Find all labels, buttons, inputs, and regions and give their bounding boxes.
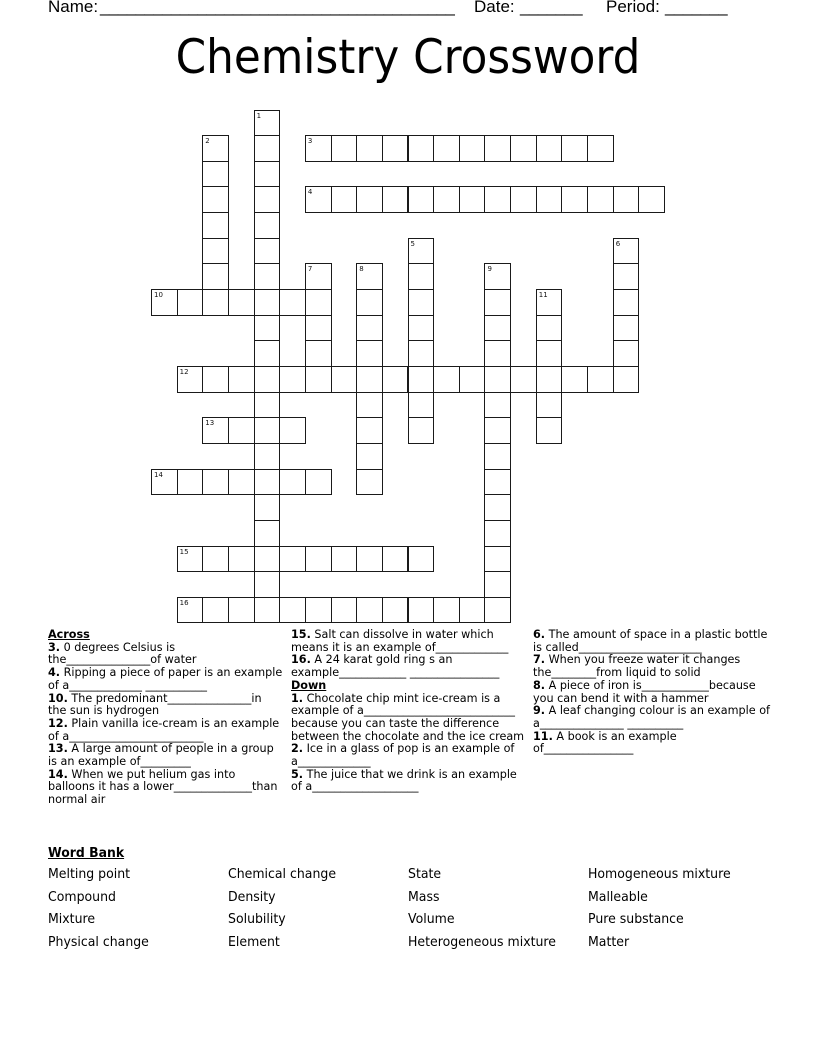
clue-number: 2 — [205, 137, 210, 146]
crossword-cell[interactable] — [433, 186, 460, 213]
clue-number: 1 — [256, 111, 262, 120]
word-bank-item: Malleable — [588, 888, 648, 905]
clue-down-9: 9. A leaf changing colour is an example of a_______________ __________ — [533, 704, 770, 730]
crossword-cell[interactable] — [613, 263, 640, 290]
crossword-cell[interactable] — [484, 494, 511, 521]
crossword-cell[interactable] — [356, 417, 383, 444]
crossword-cell[interactable] — [254, 238, 281, 265]
crossword-cell[interactable] — [536, 289, 563, 316]
crossword-cell[interactable] — [382, 366, 409, 393]
crossword-cell[interactable] — [228, 366, 255, 393]
clue-number: 16 — [179, 598, 189, 607]
crossword-cell[interactable] — [613, 238, 640, 265]
crossword-cell[interactable] — [356, 263, 383, 290]
clues-column-3 — [533, 629, 773, 756]
crossword-cell[interactable] — [305, 315, 332, 342]
clue-number: 8 — [359, 265, 364, 274]
crossword-cell[interactable] — [484, 315, 511, 342]
clue-down-8: 8. A piece of iron is____________because you can bend it with a hammer — [533, 678, 756, 705]
crossword-cell[interactable] — [228, 289, 255, 316]
crossword-cell[interactable] — [356, 289, 383, 316]
crossword-cell[interactable] — [408, 417, 435, 444]
crossword-cell[interactable] — [177, 289, 204, 316]
crossword-cell[interactable] — [254, 135, 281, 162]
clue-number: 6 — [615, 239, 621, 248]
crossword-cell[interactable] — [202, 289, 229, 316]
crossword-cell[interactable] — [279, 417, 306, 444]
crossword-cell[interactable] — [613, 366, 640, 393]
word-bank-item: Homogeneous mixture — [588, 866, 731, 882]
crossword-cell[interactable] — [202, 212, 229, 239]
clue-number: 12 — [179, 368, 189, 376]
crossword-cell[interactable] — [408, 238, 435, 265]
clue-down-6: 6. The amount of space in a plastic bottle is called______________________ — [533, 628, 768, 654]
clue-down-5: 5. The juice that we drink is an example of a___________________ — [291, 767, 517, 794]
crossword-cell[interactable] — [484, 520, 511, 547]
crossword-cell[interactable] — [202, 366, 229, 393]
crossword-cell[interactable] — [279, 597, 306, 624]
clue-down-11: 11. A book is an example of________________ — [533, 729, 677, 756]
crossword-cell[interactable] — [484, 597, 511, 624]
crossword-cell[interactable] — [484, 186, 511, 213]
crossword-cell[interactable] — [587, 366, 614, 393]
clue-across-3: 3. 0 degrees Celsius is the_______________of water — [48, 640, 197, 667]
crossword-cell[interactable] — [459, 186, 486, 213]
crossword-cell[interactable] — [433, 135, 460, 162]
period-field[interactable]: _______ — [665, 0, 727, 16]
crossword-cell[interactable] — [536, 366, 563, 393]
crossword-cell[interactable] — [228, 417, 255, 444]
crossword-cell[interactable] — [587, 135, 614, 162]
crossword-cell[interactable] — [202, 263, 229, 290]
clue-number: 7 — [307, 265, 313, 274]
crossword-cell[interactable] — [331, 135, 358, 162]
crossword-cell[interactable] — [254, 289, 281, 316]
crossword-cell[interactable] — [484, 469, 511, 496]
crossword-cell[interactable] — [484, 546, 511, 573]
crossword-cell[interactable] — [510, 135, 537, 162]
crossword-cell[interactable] — [356, 186, 383, 213]
crossword-cell[interactable] — [151, 469, 178, 496]
crossword-cell[interactable] — [331, 186, 358, 213]
crossword-cell[interactable] — [279, 469, 306, 496]
word-bank-item: Heterogeneous mixture — [408, 933, 556, 950]
crossword-cell[interactable] — [408, 289, 435, 316]
crossword-cell[interactable] — [356, 546, 383, 573]
clue-number: 15 — [179, 547, 189, 556]
crossword-cell[interactable] — [305, 186, 332, 213]
clue-across-15: 15. Salt can dissolve in water which means it is an example of_____________ — [291, 628, 509, 654]
clue-across-16: 16. A 24 karat gold ring s an example____________ ________________ — [291, 653, 500, 680]
clue-across-10: 10. The predominant_______________in the sun is hydrogen — [48, 691, 262, 718]
crossword-cell[interactable] — [459, 135, 486, 162]
crossword-cell[interactable] — [331, 366, 358, 393]
clue-across-4: 4. Ripping a piece of paper is an example of a_____________ ___________ — [48, 666, 283, 692]
crossword-cell[interactable] — [254, 186, 281, 213]
crossword-cell[interactable] — [254, 340, 281, 367]
crossword-cell[interactable] — [254, 110, 281, 137]
crossword-cell[interactable] — [484, 417, 511, 444]
page-title: Chemistry Crossword — [175, 30, 641, 85]
crossword-cell[interactable] — [202, 597, 229, 624]
word-bank-item: Chemical change — [228, 866, 337, 882]
word-bank-item: Volume — [408, 911, 455, 928]
crossword-cell[interactable] — [254, 571, 281, 598]
crossword-cell[interactable] — [561, 186, 588, 213]
down-heading: Down — [291, 678, 327, 692]
word-bank-item: Melting point — [48, 866, 131, 882]
crossword-cell[interactable] — [356, 315, 383, 342]
word-bank-heading: Word Bank — [48, 845, 125, 861]
crossword-cell[interactable] — [382, 546, 409, 573]
crossword-cell[interactable] — [613, 340, 640, 367]
crossword-cell[interactable] — [408, 366, 435, 393]
crossword-cell[interactable] — [587, 186, 614, 213]
crossword-cell[interactable] — [254, 417, 281, 444]
clue-number: 3 — [307, 137, 313, 146]
crossword-cell[interactable] — [536, 135, 563, 162]
crossword-cell[interactable] — [279, 546, 306, 573]
crossword-cell[interactable] — [305, 546, 332, 573]
clue-number: 13 — [205, 419, 215, 428]
crossword-cell[interactable] — [202, 135, 229, 162]
clue-number: 14 — [154, 470, 163, 479]
date-field[interactable]: _______ — [520, 0, 582, 16]
date-label: Date: — [474, 0, 515, 16]
crossword-cell[interactable] — [177, 546, 204, 573]
crossword-cell[interactable] — [408, 392, 435, 419]
student-info-line — [48, 0, 768, 19]
crossword-cell[interactable] — [305, 289, 332, 316]
crossword-cell[interactable] — [228, 469, 255, 496]
crossword-cell[interactable] — [408, 597, 435, 624]
crossword-cell[interactable] — [254, 161, 281, 188]
crossword-cell[interactable] — [536, 186, 563, 213]
across-heading: Across — [48, 628, 90, 641]
clue-across-13: 13. A large amount of people in a group is an example of_________ — [48, 742, 274, 769]
crossword-cell[interactable] — [408, 315, 435, 342]
crossword-cell[interactable] — [331, 546, 358, 573]
crossword-cell[interactable] — [433, 597, 460, 624]
crossword-cell[interactable] — [202, 546, 229, 573]
crossword-cell[interactable] — [254, 263, 281, 290]
crossword-cell[interactable] — [613, 315, 640, 342]
clue-down-7: 7. When you freeze water it changes the________from liquid to solid — [533, 653, 741, 680]
crossword-cell[interactable] — [254, 443, 281, 470]
crossword-cell[interactable] — [305, 469, 332, 496]
period-label: Period: — [606, 0, 660, 16]
name-field[interactable]: ________________________________________ — [100, 0, 455, 16]
crossword-cell[interactable] — [561, 135, 588, 162]
crossword-cell[interactable] — [254, 392, 281, 419]
clue-number: 5 — [410, 239, 415, 248]
crossword-cell[interactable] — [382, 135, 409, 162]
crossword-cell[interactable] — [536, 417, 563, 444]
crossword-cell[interactable] — [484, 263, 511, 290]
word-bank-item: Physical change — [48, 933, 149, 950]
crossword-cell[interactable] — [228, 546, 255, 573]
clues-column-2 — [291, 629, 526, 794]
crossword-cell[interactable] — [254, 469, 281, 496]
crossword-cell[interactable] — [356, 597, 383, 624]
crossword-cell[interactable] — [484, 340, 511, 367]
crossword-cell[interactable] — [510, 366, 537, 393]
crossword-cell[interactable] — [561, 366, 588, 393]
crossword-cell[interactable] — [510, 186, 537, 213]
crossword-cell[interactable] — [408, 186, 435, 213]
crossword-cell[interactable] — [408, 263, 435, 290]
word-bank — [48, 866, 788, 956]
crossword-cell[interactable] — [202, 417, 229, 444]
crossword-cell[interactable] — [536, 392, 563, 419]
word-bank-item: State — [408, 866, 442, 882]
crossword-cell[interactable] — [613, 186, 640, 213]
name-label: Name: — [48, 0, 99, 16]
crossword-cell[interactable] — [177, 597, 204, 624]
crossword-cell[interactable] — [484, 571, 511, 598]
crossword-cell[interactable] — [356, 135, 383, 162]
crossword-cell[interactable] — [613, 289, 640, 316]
word-bank-item: Pure substance — [588, 911, 684, 928]
crossword-cell[interactable] — [202, 186, 229, 213]
clue-number: 11 — [538, 291, 548, 300]
crossword-cell[interactable] — [484, 289, 511, 316]
crossword-cell[interactable] — [254, 597, 281, 624]
crossword-cell[interactable] — [305, 263, 332, 290]
clue-down-2: 2. Ice in a glass of pop is an example of a_____________ — [291, 742, 515, 769]
crossword-cell[interactable] — [254, 315, 281, 342]
crossword-cell[interactable] — [459, 597, 486, 624]
crossword-cell[interactable] — [331, 597, 358, 624]
word-bank-item: Solubility — [228, 911, 286, 928]
crossword-cell[interactable] — [279, 366, 306, 393]
crossword-cell[interactable] — [305, 135, 332, 162]
crossword-cell[interactable] — [536, 340, 563, 367]
clue-number: 10 — [154, 291, 163, 300]
clue-across-14: 14. When we put helium gas into balloons it has a lower______________than normal air — [48, 767, 278, 807]
crossword-cell[interactable] — [177, 366, 204, 393]
crossword-cell[interactable] — [202, 161, 229, 188]
word-bank-item: Mixture — [48, 911, 96, 928]
word-bank-item: Mass — [408, 888, 440, 905]
clue-down-1: 1. Chocolate chip mint ice-cream is a example of a___________________________ because you can taste the difference between the chocolate and the ice cream — [291, 691, 525, 743]
crossword-cell[interactable] — [254, 366, 281, 393]
clues-column-1 — [48, 629, 283, 807]
crossword-cell[interactable] — [177, 469, 204, 496]
word-bank-item: Element — [228, 933, 280, 950]
crossword-cell[interactable] — [356, 392, 383, 419]
crossword-cell[interactable] — [408, 340, 435, 367]
crossword-cell[interactable] — [202, 469, 229, 496]
crossword-cell[interactable] — [356, 340, 383, 367]
crossword-cell[interactable] — [459, 366, 486, 393]
crossword-cell[interactable] — [254, 546, 281, 573]
crossword-cell[interactable] — [202, 238, 229, 265]
crossword-cell[interactable] — [305, 366, 332, 393]
clue-number: 4 — [307, 188, 313, 197]
crossword-cell[interactable] — [408, 135, 435, 162]
crossword-cell[interactable] — [356, 469, 383, 496]
crossword-cell[interactable] — [305, 597, 332, 624]
crossword-cell[interactable] — [228, 597, 255, 624]
crossword-cell[interactable] — [536, 315, 563, 342]
crossword-cell[interactable] — [356, 443, 383, 470]
crossword-cell[interactable] — [356, 366, 383, 393]
crossword-cell[interactable] — [382, 186, 409, 213]
word-bank-item: Matter — [588, 933, 630, 950]
crossword-cell[interactable] — [254, 494, 281, 521]
crossword-cell[interactable] — [433, 366, 460, 393]
clue-across-12: 12. Plain vanilla ice-cream is an example of a________________________ — [48, 716, 280, 743]
crossword-cell[interactable] — [484, 135, 511, 162]
crossword-cell[interactable] — [305, 340, 332, 367]
crossword-cell[interactable] — [254, 520, 281, 547]
clue-number: 9 — [487, 265, 492, 274]
word-bank-item: Compound — [48, 888, 116, 905]
crossword-cell[interactable] — [254, 212, 281, 239]
crossword-cell[interactable] — [638, 186, 665, 213]
crossword-cell[interactable] — [484, 392, 511, 419]
crossword-cell[interactable] — [408, 546, 435, 573]
word-bank-item: Density — [228, 888, 276, 905]
crossword-cell[interactable] — [382, 597, 409, 624]
crossword-cell[interactable] — [279, 289, 306, 316]
crossword-cell[interactable] — [151, 289, 178, 316]
crossword-cell[interactable] — [484, 443, 511, 470]
crossword-cell[interactable] — [484, 366, 511, 393]
